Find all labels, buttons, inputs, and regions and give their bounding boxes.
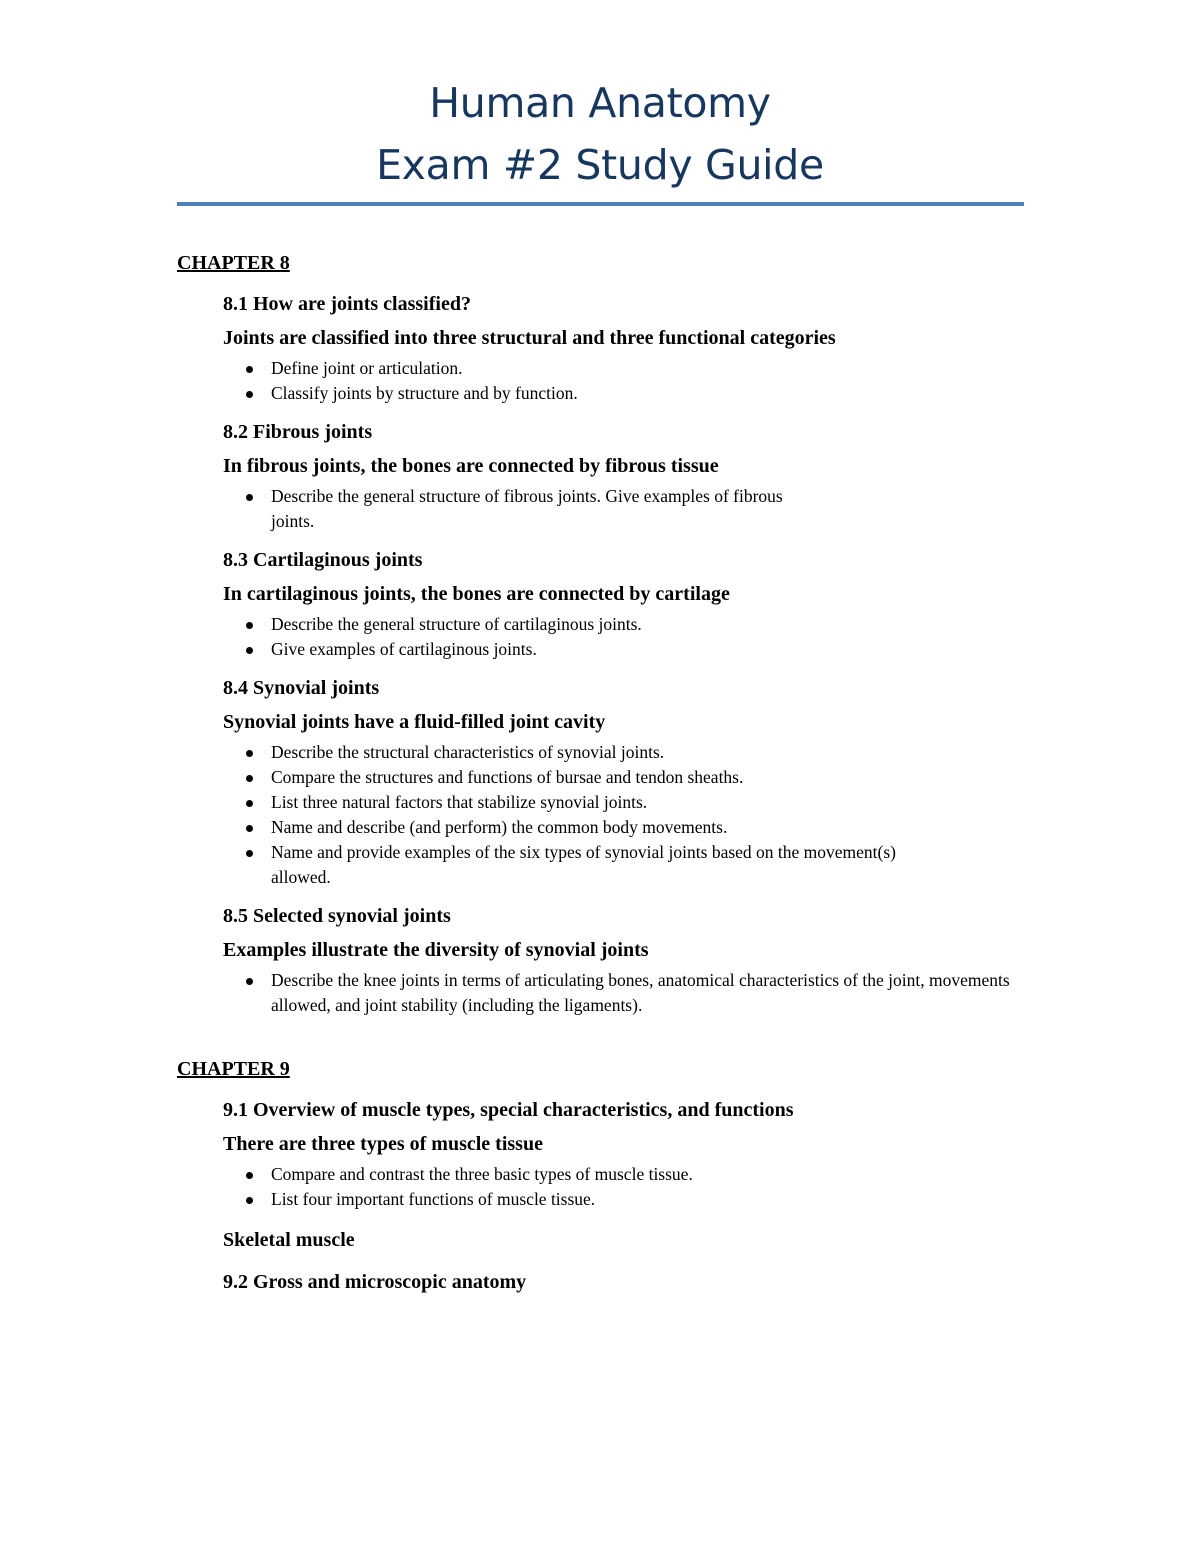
objective-list [223, 740, 943, 890]
section-heading: 8.3 Cartilaginous joints [223, 549, 423, 571]
list-item [223, 381, 1024, 406]
bullet-icon [246, 750, 253, 757]
section-8-2 [223, 418, 1024, 534]
section-heading: 8.5 Selected synovial joints [223, 905, 451, 927]
objective-list [223, 612, 1024, 662]
title-line-2: Exam #2 Study Guide [376, 141, 824, 189]
objective-list [223, 1162, 1024, 1212]
bullet-icon [246, 850, 253, 857]
bullet-icon [246, 622, 253, 629]
section-subheading: There are three types of muscle tissue [223, 1133, 543, 1155]
list-item-text: Define joint or articulation. [271, 358, 463, 378]
list-item-text: Describe the structural characteristics of synovial joints. [271, 742, 665, 762]
section-8-4 [223, 674, 1024, 890]
list-item-text: Classify joints by structure and by function. [271, 383, 578, 403]
bullet-icon [246, 1197, 253, 1204]
section-heading: Skeletal muscle [223, 1229, 355, 1251]
list-item [223, 612, 1024, 637]
bullet-icon [246, 366, 253, 373]
bullet-icon [246, 825, 253, 832]
list-item-text: Compare the structures and functions of bursae and tendon sheaths. [271, 767, 744, 787]
section-heading: 8.2 Fibrous joints [223, 421, 373, 443]
list-item [223, 740, 943, 765]
section-heading: 9.2 Gross and microscopic anatomy [223, 1271, 527, 1293]
section-heading: 9.1 Overview of muscle types, special characteristics, and functions [223, 1099, 794, 1121]
section-subheading: Joints are classified into three structural and three functional categories [223, 327, 836, 349]
list-item-text: Give examples of cartilaginous joints. [271, 639, 537, 659]
list-item [223, 1162, 1024, 1187]
title-line-1: Human Anatomy [429, 79, 771, 127]
list-item [223, 484, 823, 534]
list-item-text: Compare and contrast the three basic types of muscle tissue. [271, 1164, 693, 1184]
section-subheading: Synovial joints have a fluid-filled joint cavity [223, 711, 606, 733]
list-item-text: Name and provide examples of the six types of synovial joints based on the movement(s) allowed. [271, 842, 897, 887]
section-9-2 [223, 1268, 1024, 1296]
section-subheading: Examples illustrate the diversity of synovial joints [223, 939, 649, 961]
list-item-text: List four important functions of muscle tissue. [271, 1189, 596, 1209]
list-item [223, 356, 1024, 381]
chapter-9 [177, 1054, 1024, 1296]
section-heading: 8.1 How are joints classified? [223, 293, 471, 315]
bullet-icon [246, 800, 253, 807]
bullet-icon [246, 978, 253, 985]
section-8-5 [223, 902, 1024, 1018]
list-item [223, 840, 943, 890]
section-8-3 [223, 546, 1024, 662]
list-item-text: Describe the general structure of fibrous joints. Give examples of fibrous joints. [271, 486, 783, 531]
list-item-text: Name and describe (and perform) the common body movements. [271, 817, 728, 837]
list-item [223, 815, 943, 840]
bullet-icon [246, 494, 253, 501]
bullet-icon [246, 391, 253, 398]
title-divider [177, 202, 1024, 206]
chapter-heading: CHAPTER 9 [177, 1058, 290, 1080]
objective-list [223, 356, 1024, 406]
document-title [0, 72, 1200, 196]
list-item [223, 765, 943, 790]
section-subheading: In fibrous joints, the bones are connected by fibrous tissue [223, 455, 719, 477]
list-item [223, 637, 1024, 662]
chapter-heading: CHAPTER 8 [177, 252, 290, 274]
bullet-icon [246, 775, 253, 782]
chapter-spacer [177, 1018, 1024, 1054]
objective-list [223, 484, 823, 534]
document-body [177, 248, 1024, 1296]
chapter-8 [177, 248, 1024, 1018]
bullet-icon [246, 1172, 253, 1179]
bullet-icon [246, 647, 253, 654]
list-item-text: List three natural factors that stabilize synovial joints. [271, 792, 648, 812]
list-item-text: Describe the general structure of cartilaginous joints. [271, 614, 642, 634]
list-item [223, 790, 943, 815]
list-item-text: Describe the knee joints in terms of articulating bones, anatomical characteristics of the joint, movements allowed, and joint stability (including the ligaments). [271, 970, 1010, 1015]
section-9-1 [223, 1096, 1024, 1212]
list-item [223, 968, 1013, 1018]
section-skeletal-muscle [223, 1226, 1024, 1254]
list-item [223, 1187, 1024, 1212]
section-8-1 [223, 290, 1024, 406]
section-heading: 8.4 Synovial joints [223, 677, 380, 699]
section-subheading: In cartilaginous joints, the bones are connected by cartilage [223, 583, 730, 605]
objective-list [223, 968, 1013, 1018]
